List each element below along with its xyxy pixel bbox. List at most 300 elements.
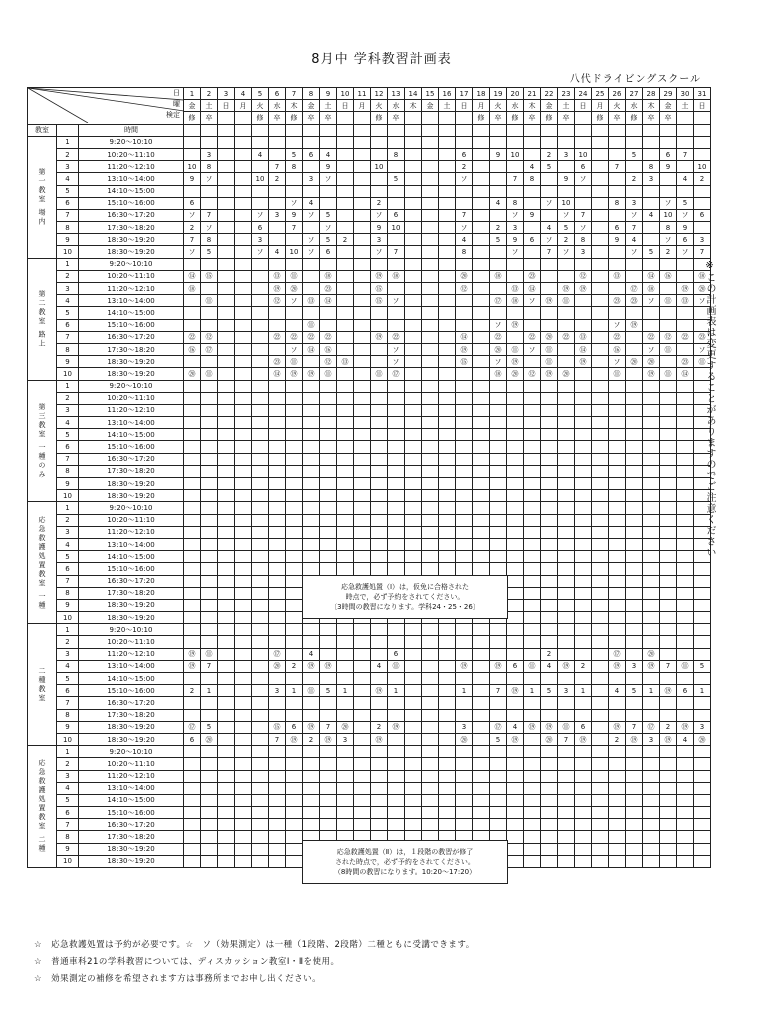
schedule-cell: ⑳: [541, 331, 558, 343]
schedule-cell: ⑬: [337, 356, 354, 368]
schedule-cell: [541, 697, 558, 709]
schedule-cell: [422, 343, 439, 355]
schedule-cell: ⑭: [677, 368, 694, 380]
schedule-cell: [269, 136, 286, 148]
schedule-row: [28, 343, 711, 355]
schedule-cell: [575, 843, 592, 855]
schedule-cell: [371, 417, 388, 429]
schedule-cell: [218, 209, 235, 221]
schedule-cell: [269, 222, 286, 234]
schedule-cell: [371, 356, 388, 368]
schedule-cell: 9: [320, 161, 337, 173]
schedule-cell: 2: [286, 660, 303, 672]
schedule-cell: [660, 612, 677, 624]
schedule-cell: [354, 319, 371, 331]
schedule-cell: [184, 148, 201, 160]
schedule-cell: [541, 465, 558, 477]
schedule-cell: [269, 551, 286, 563]
schedule-cell: ソ: [626, 209, 643, 221]
schedule-cell: [439, 782, 456, 794]
kentei-cell: [439, 112, 456, 124]
schedule-cell: [694, 636, 711, 648]
schedule-cell: [218, 660, 235, 672]
schedule-cell: [371, 636, 388, 648]
schedule-cell: [456, 490, 473, 502]
blank-cell: [694, 124, 711, 136]
schedule-cell: [286, 502, 303, 514]
schedule-cell: [609, 502, 626, 514]
period-time: 18:30～19:20: [79, 733, 184, 745]
schedule-cell: [303, 185, 320, 197]
schedule-cell: [235, 368, 252, 380]
schedule-cell: [609, 465, 626, 477]
schedule-cell: [405, 343, 422, 355]
schedule-cell: [609, 831, 626, 843]
schedule-cell: [184, 673, 201, 685]
schedule-cell: [694, 855, 711, 867]
schedule-cell: [218, 417, 235, 429]
schedule-cell: [405, 563, 422, 575]
schedule-cell: [184, 758, 201, 770]
schedule-cell: [456, 502, 473, 514]
schedule-cell: [592, 197, 609, 209]
schedule-cell: [592, 551, 609, 563]
schedule-cell: [677, 161, 694, 173]
schedule-cell: 8: [388, 148, 405, 160]
schedule-cell: [558, 441, 575, 453]
schedule-cell: [371, 563, 388, 575]
schedule-cell: [694, 807, 711, 819]
schedule-cell: [218, 380, 235, 392]
schedule-cell: [201, 855, 218, 867]
schedule-cell: [524, 624, 541, 636]
schedule-cell: [371, 429, 388, 441]
schedule-cell: [541, 526, 558, 538]
schedule-cell: [575, 575, 592, 587]
first-aid-2-line1: 応急救護処置（Ⅱ）は，１段階の教習が修了: [336, 848, 474, 856]
schedule-cell: [422, 417, 439, 429]
schedule-cell: [643, 709, 660, 721]
schedule-cell: 7: [626, 721, 643, 733]
schedule-cell: [405, 490, 422, 502]
period-time: 17:30～18:20: [79, 343, 184, 355]
period-number: 2: [57, 270, 79, 282]
schedule-cell: [184, 392, 201, 404]
schedule-cell: ⑬: [507, 283, 524, 295]
day-number: 30: [677, 88, 694, 100]
day-number: 16: [439, 88, 456, 100]
schedule-cell: 10: [388, 222, 405, 234]
schedule-cell: [269, 819, 286, 831]
schedule-cell: [184, 136, 201, 148]
blank-cell: [677, 124, 694, 136]
schedule-cell: [660, 319, 677, 331]
schedule-cell: [320, 319, 337, 331]
schedule-cell: [235, 636, 252, 648]
schedule-cell: [405, 538, 422, 550]
schedule-cell: ⑲: [575, 733, 592, 745]
schedule-cell: [201, 197, 218, 209]
schedule-cell: [235, 161, 252, 173]
schedule-cell: [558, 380, 575, 392]
schedule-row: [28, 465, 711, 477]
schedule-cell: [252, 843, 269, 855]
schedule-cell: [388, 636, 405, 648]
period-number: 7: [57, 453, 79, 465]
schedule-cell: [371, 746, 388, 758]
schedule-cell: [269, 502, 286, 514]
schedule-cell: [286, 258, 303, 270]
schedule-cell: [218, 295, 235, 307]
schedule-cell: ⑲: [626, 319, 643, 331]
schedule-cell: 2: [575, 660, 592, 672]
schedule-cell: [303, 307, 320, 319]
schedule-cell: [422, 453, 439, 465]
schedule-cell: 7: [609, 161, 626, 173]
schedule-cell: [660, 356, 677, 368]
schedule-cell: 9: [371, 222, 388, 234]
schedule-cell: 2: [337, 234, 354, 246]
schedule-row: [28, 270, 711, 282]
blank-cell: [592, 124, 609, 136]
schedule-cell: [524, 807, 541, 819]
schedule-cell: [422, 624, 439, 636]
schedule-cell: [439, 636, 456, 648]
schedule-cell: [184, 465, 201, 477]
schedule-cell: [439, 368, 456, 380]
schedule-cell: [235, 173, 252, 185]
kentei-cell: 卒: [269, 112, 286, 124]
schedule-cell: ⑪: [371, 368, 388, 380]
schedule-cell: [592, 465, 609, 477]
period-number: 3: [57, 770, 79, 782]
schedule-cell: [660, 843, 677, 855]
schedule-cell: [626, 636, 643, 648]
day-of-week: 火: [490, 100, 507, 112]
schedule-cell: [320, 673, 337, 685]
schedule-cell: [422, 465, 439, 477]
schedule-cell: [507, 380, 524, 392]
schedule-cell: 4: [303, 197, 320, 209]
schedule-cell: [541, 502, 558, 514]
kentei-cell: [694, 112, 711, 124]
schedule-cell: [371, 673, 388, 685]
schedule-cell: ソ: [303, 209, 320, 221]
classroom-label: 第二教室 路上: [28, 258, 57, 380]
schedule-cell: [303, 514, 320, 526]
schedule-cell: ソ: [643, 343, 660, 355]
schedule-cell: [592, 258, 609, 270]
schedule-cell: ㉒: [184, 331, 201, 343]
day-of-week: 金: [541, 100, 558, 112]
schedule-cell: [286, 319, 303, 331]
schedule-cell: [609, 148, 626, 160]
schedule-cell: ㉒: [388, 331, 405, 343]
schedule-cell: [592, 612, 609, 624]
schedule-cell: [592, 673, 609, 685]
schedule-cell: [660, 526, 677, 538]
schedule-cell: [218, 478, 235, 490]
period-number: 9: [57, 356, 79, 368]
schedule-cell: [201, 307, 218, 319]
blank-cell: [235, 124, 252, 136]
kentei-cell: [677, 112, 694, 124]
schedule-cell: 7: [677, 148, 694, 160]
schedule-cell: [388, 478, 405, 490]
schedule-cell: ⑳: [286, 283, 303, 295]
period-header: [57, 124, 79, 136]
schedule-cell: [524, 136, 541, 148]
schedule-cell: [252, 709, 269, 721]
period-time: 10:20～11:10: [79, 636, 184, 648]
schedule-cell: [609, 209, 626, 221]
schedule-cell: ⑲: [677, 283, 694, 295]
schedule-cell: [626, 392, 643, 404]
period-time: 15:10～16:00: [79, 197, 184, 209]
schedule-row: [28, 331, 711, 343]
schedule-cell: [609, 612, 626, 624]
schedule-cell: [575, 709, 592, 721]
schedule-cell: [643, 794, 660, 806]
classroom-header: 教室: [28, 124, 57, 136]
schedule-cell: [337, 526, 354, 538]
schedule-cell: [439, 429, 456, 441]
schedule-cell: 7: [269, 733, 286, 745]
schedule-cell: [405, 721, 422, 733]
schedule-cell: [252, 502, 269, 514]
schedule-row: [28, 733, 711, 745]
schedule-cell: [490, 209, 507, 221]
schedule-cell: 4: [677, 173, 694, 185]
schedule-cell: ⑱: [320, 270, 337, 282]
schedule-cell: [405, 526, 422, 538]
schedule-cell: ソ: [609, 319, 626, 331]
schedule-cell: [626, 441, 643, 453]
schedule-cell: 1: [286, 685, 303, 697]
schedule-cell: 3: [252, 234, 269, 246]
schedule-cell: [456, 368, 473, 380]
schedule-cell: [354, 331, 371, 343]
schedule-cell: [235, 502, 252, 514]
schedule-cell: [558, 465, 575, 477]
schedule-cell: 6: [575, 161, 592, 173]
schedule-cell: [694, 673, 711, 685]
schedule-cell: [609, 173, 626, 185]
kentei-cell: [575, 112, 592, 124]
schedule-cell: [677, 526, 694, 538]
schedule-cell: 3: [303, 173, 320, 185]
schedule-cell: [371, 453, 388, 465]
schedule-cell: [626, 782, 643, 794]
schedule-cell: [660, 673, 677, 685]
blank-cell: [303, 124, 320, 136]
schedule-row: [28, 648, 711, 660]
schedule-cell: ⑪: [660, 343, 677, 355]
schedule-cell: [643, 538, 660, 550]
schedule-cell: [422, 721, 439, 733]
schedule-cell: [252, 478, 269, 490]
schedule-cell: [371, 465, 388, 477]
schedule-cell: ソ: [388, 343, 405, 355]
schedule-cell: 7: [201, 209, 218, 221]
schedule-cell: ⑲: [303, 721, 320, 733]
schedule-cell: ⑭: [303, 343, 320, 355]
schedule-cell: ⑲: [575, 356, 592, 368]
schedule-cell: 7: [660, 660, 677, 672]
day-number: 28: [643, 88, 660, 100]
schedule-cell: [456, 380, 473, 392]
schedule-cell: [456, 624, 473, 636]
schedule-cell: ㉒: [643, 331, 660, 343]
blank-cell: [575, 124, 592, 136]
period-time: 17:30～18:20: [79, 831, 184, 843]
period-time: 18:30～19:20: [79, 234, 184, 246]
schedule-cell: [456, 404, 473, 416]
schedule-cell: ⑲: [507, 733, 524, 745]
schedule-cell: [490, 453, 507, 465]
period-number: 2: [57, 758, 79, 770]
schedule-cell: [320, 514, 337, 526]
schedule-cell: [405, 746, 422, 758]
schedule-cell: [677, 746, 694, 758]
kentei-cell: [405, 112, 422, 124]
period-number: 9: [57, 478, 79, 490]
schedule-cell: [218, 197, 235, 209]
period-number: 8: [57, 465, 79, 477]
schedule-cell: [558, 612, 575, 624]
schedule-cell: [184, 855, 201, 867]
schedule-cell: [575, 563, 592, 575]
schedule-cell: [371, 551, 388, 563]
schedule-cell: [592, 855, 609, 867]
schedule-cell: [422, 807, 439, 819]
schedule-cell: [677, 673, 694, 685]
schedule-cell: [218, 721, 235, 733]
schedule-cell: [524, 490, 541, 502]
schedule-cell: [490, 490, 507, 502]
schedule-cell: [643, 502, 660, 514]
schedule-cell: [252, 855, 269, 867]
schedule-row: [28, 283, 711, 295]
schedule-cell: ⑬: [269, 270, 286, 282]
schedule-cell: [541, 392, 558, 404]
schedule-cell: [507, 746, 524, 758]
schedule-cell: [371, 819, 388, 831]
kentei-cell: 卒: [303, 112, 320, 124]
schedule-cell: ㉓: [677, 356, 694, 368]
schedule-cell: [235, 453, 252, 465]
schedule-cell: ⑲: [660, 685, 677, 697]
first-aid-2-note: [302, 840, 508, 884]
schedule-cell: [473, 514, 490, 526]
schedule-cell: ⑲: [456, 660, 473, 672]
schedule-cell: [286, 478, 303, 490]
schedule-cell: 3: [575, 246, 592, 258]
schedule-row: [28, 319, 711, 331]
schedule-cell: [218, 855, 235, 867]
schedule-cell: [337, 478, 354, 490]
period-number: 5: [57, 307, 79, 319]
schedule-cell: ⑯: [660, 270, 677, 282]
schedule-cell: [694, 624, 711, 636]
schedule-cell: [592, 161, 609, 173]
schedule-cell: [490, 502, 507, 514]
schedule-cell: [354, 222, 371, 234]
schedule-row: [28, 404, 711, 416]
day-of-week: 月: [354, 100, 371, 112]
schedule-cell: [252, 270, 269, 282]
schedule-cell: [337, 380, 354, 392]
schedule-cell: [337, 624, 354, 636]
schedule-cell: 7: [558, 733, 575, 745]
day-number: 14: [405, 88, 422, 100]
schedule-cell: [252, 563, 269, 575]
schedule-cell: [592, 234, 609, 246]
schedule-cell: [337, 148, 354, 160]
schedule-cell: [609, 794, 626, 806]
schedule-cell: ⑳: [694, 283, 711, 295]
period-time: 15:10～16:00: [79, 807, 184, 819]
schedule-cell: [541, 746, 558, 758]
schedule-cell: [422, 319, 439, 331]
schedule-cell: [303, 478, 320, 490]
blank-cell: [252, 124, 269, 136]
schedule-cell: [201, 490, 218, 502]
schedule-cell: [405, 782, 422, 794]
schedule-cell: [320, 502, 337, 514]
schedule-cell: ⑱: [694, 270, 711, 282]
schedule-cell: [388, 283, 405, 295]
classroom-label: 二種教室: [28, 624, 57, 746]
schedule-cell: [660, 429, 677, 441]
schedule-cell: [320, 746, 337, 758]
schedule-cell: [473, 465, 490, 477]
schedule-cell: [456, 417, 473, 429]
schedule-cell: ⑳: [643, 648, 660, 660]
schedule-cell: [643, 319, 660, 331]
schedule-cell: [473, 222, 490, 234]
schedule-cell: 1: [643, 685, 660, 697]
schedule-cell: [235, 721, 252, 733]
schedule-cell: [609, 770, 626, 782]
schedule-cell: [354, 758, 371, 770]
schedule-cell: [609, 855, 626, 867]
schedule-cell: [439, 648, 456, 660]
schedule-cell: [235, 855, 252, 867]
schedule-cell: [524, 575, 541, 587]
schedule-cell: [626, 453, 643, 465]
schedule-cell: [286, 697, 303, 709]
schedule-cell: [524, 380, 541, 392]
day-of-week: 日: [456, 100, 473, 112]
schedule-cell: [252, 526, 269, 538]
day-of-week: 金: [184, 100, 201, 112]
schedule-cell: [575, 258, 592, 270]
schedule-cell: ⑲: [609, 660, 626, 672]
schedule-cell: [371, 136, 388, 148]
schedule-cell: [592, 685, 609, 697]
schedule-cell: [660, 283, 677, 295]
kentei-cell: [218, 112, 235, 124]
schedule-cell: [473, 173, 490, 185]
schedule-cell: [490, 794, 507, 806]
schedule-cell: [269, 612, 286, 624]
schedule-cell: 6: [184, 733, 201, 745]
schedule-cell: [439, 222, 456, 234]
period-number: 5: [57, 673, 79, 685]
schedule-cell: [677, 770, 694, 782]
schedule-cell: 7: [541, 246, 558, 258]
